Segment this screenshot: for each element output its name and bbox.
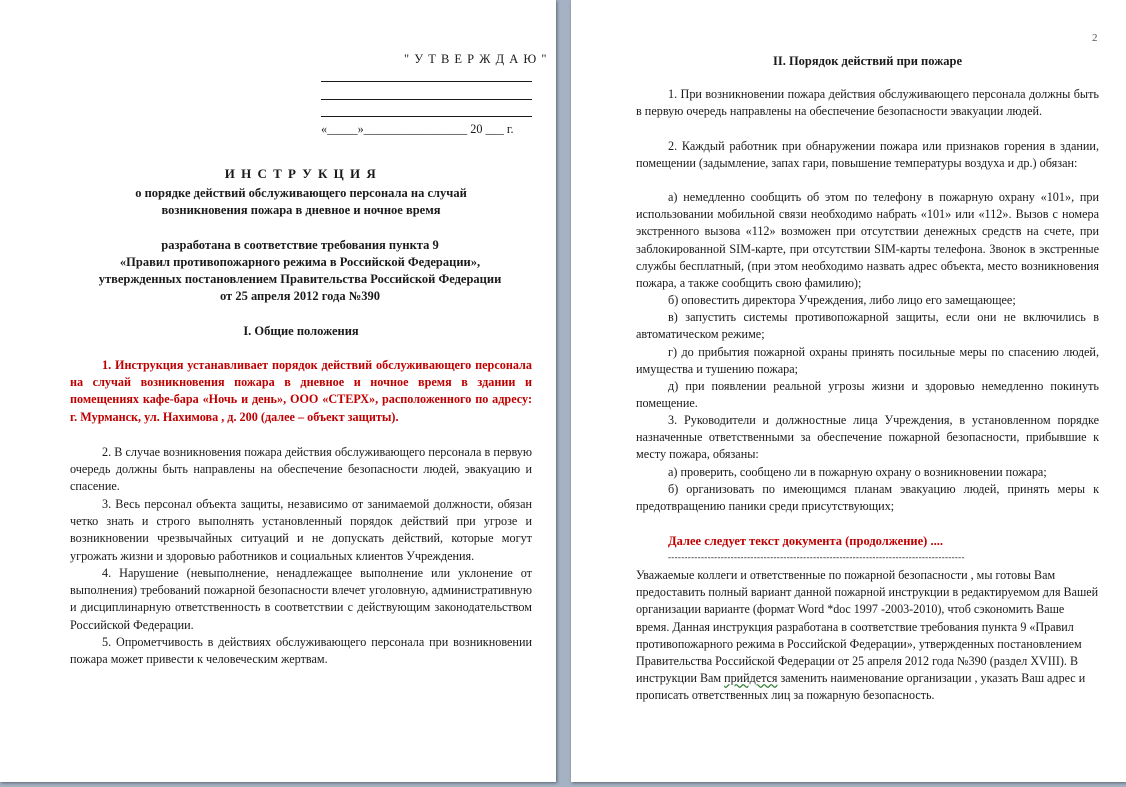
paragraph-1: 1. Инструкция устанавливает порядок действий обслуживающего персонала на случай возникновения пожара в дневное и ночное время в здании и помещениях кафе-бара «Ночь и день», ООО «СТЕРХ», расположенного по адресу: г. Мурманск, ул. Нахимова , д. 200 (далее – объект защиты). — [70, 358, 532, 424]
basis-line-4: от 25 апреля 2012 года №390 — [219, 289, 381, 303]
paragraph-2: 2. В случае возникновения пожара действия обслуживающего персонала в первую очередь должны быть направлены на обеспечение безопасности людей, эвакуацию и спасение. — [70, 445, 532, 494]
paragraph-3: 3. Весь персонал объекта защиты, независимо от занимаемой должности, обязан четко знать и строго выполнять установленный порядок действий при угрозе и возникновении чрезвычайных ситуаций и не допускать действий, которые могут угрожать жизни и здоровью работников и социальных клиентов Учреждения. — [70, 497, 532, 563]
signature-line — [321, 99, 532, 100]
basis-line-3: утвержденных постановлением Правительства Российской Федерации — [98, 272, 502, 286]
section-1-heading: I. Общие положения — [243, 324, 359, 338]
document-subtitle-line-2: возникновения пожара в дневное и ночное время — [161, 203, 441, 217]
continuation-label: Далее следует текст документа (продолжение) .... — [668, 534, 943, 548]
document-subtitle-line-1: о порядке действий обслуживающего персонала на случай — [135, 186, 467, 200]
p2-item-2a: а) немедленно сообщить об этом по телефону в пожарную охрану «101», при использовании мобильной связи необходимо набрать «101» или «112». Вызов с номера экстренного вызова «112» возможен при отсутствии денежных средств на счете, при заблокированной SIM-карте, при отсутствии SIM-карты телефона. Звонок в экстренные службы бесплатный, (при этом необходимо назвать адрес объекта, место возникновения пожара, а также сообщить свою фамилию); — [636, 190, 1099, 291]
p2-item-3a: а) проверить, сообщено ли в пожарную охрану о возникновении пожара; — [668, 465, 1047, 479]
basis-line-2: «Правил противопожарного режима в Российской Федерации», — [119, 255, 481, 269]
p2-item-3b: б) организовать по имеющимся планам эвакуацию людей, принять меры к предотвращению паники среди присутствующих; — [636, 482, 1099, 514]
signature-line — [321, 116, 532, 117]
p2-item-1: 1. При возникновении пожара действия обслуживающего персонала должны быть в первую очередь направлены на обеспечение безопасности эвакуации людей. — [636, 87, 1099, 119]
section-2-heading: II. Порядок действий при пожаре — [772, 54, 963, 68]
basis-line-1: разработана в соответствие требования пункта 9 — [161, 238, 439, 252]
signature-line — [321, 81, 532, 82]
offer-note-text-2: заменить наименование организации , указать Ваш адрес и прописать ответственных лиц за пожарную безопасность. — [636, 671, 1086, 703]
misspelled-word: прийдется — [724, 671, 778, 686]
paragraph-4: 4. Нарушение (невыполнение, ненадлежащее выполнение или уклонение от выполнения) требований пожарной безопасности влечет уголовную, административную и дисциплинарную ответственность в соответствии с действующим законодательством Российской Федерации. — [70, 566, 532, 632]
document-title: И Н С Т Р У К Ц И Я — [224, 166, 378, 181]
separator-line: ------------------------------------------------------------------------------------------ — [668, 552, 965, 562]
date-line: «_____»_________________ 20 ___ г. — [321, 122, 514, 136]
p2-item-2: 2. Каждый работник при обнаружении пожара или признаков горения в здании, помещении (задымление, запах гари, повышение температуры воздуха и др.) обязан: — [636, 139, 1099, 171]
approve-label: " У Т В Е Р Ж Д А Ю " — [404, 52, 548, 66]
paragraph-5: 5. Опрометчивость в действиях обслуживающего персонала при возникновении пожара может привести к человеческим жертвам. — [70, 635, 532, 667]
p2-item-2c: в) запустить системы противопожарной защиты, если они не включились в автоматическом режиме; — [636, 310, 1099, 342]
offer-note-text-1: Уважаемые коллеги и ответственные по пожарной безопасности , мы готовы Вам предоставить полный вариант данной пожарной инструкции в редактируемом для Вашей организации варианте (формат Word *doc 1997 -2003-2010), чтоб сэкономить Ваше время. Данная инструкция разработана в соответствие требования пункта 9 «Правил противопожарного режима в Российской Федерации», утвержденных постановлением Правительства Российской Федерации от 25 апреля 2012 года №390 (раздел XVIII). В инструкции Вам — [636, 568, 1099, 686]
page-number: 2 — [1092, 32, 1098, 44]
p2-item-2d: г) до прибытия пожарной охраны принять посильные меры по спасению людей, имущества и тушению пожара; — [636, 345, 1099, 377]
offer-note — [636, 567, 1099, 705]
p2-item-2b: б) оповестить директора Учреждения, либо лицо его замещающее; — [668, 293, 1016, 307]
p2-item-3: 3. Руководители и должностные лица Учреждения, в установленном порядке назначенные ответственными за обеспечение пожарной безопасности, прибывшие к месту пожара, обязаны: — [636, 413, 1099, 462]
p2-item-2e: д) при появлении реальной угрозы жизни и здоровью немедленно покинуть помещение. — [636, 379, 1099, 411]
